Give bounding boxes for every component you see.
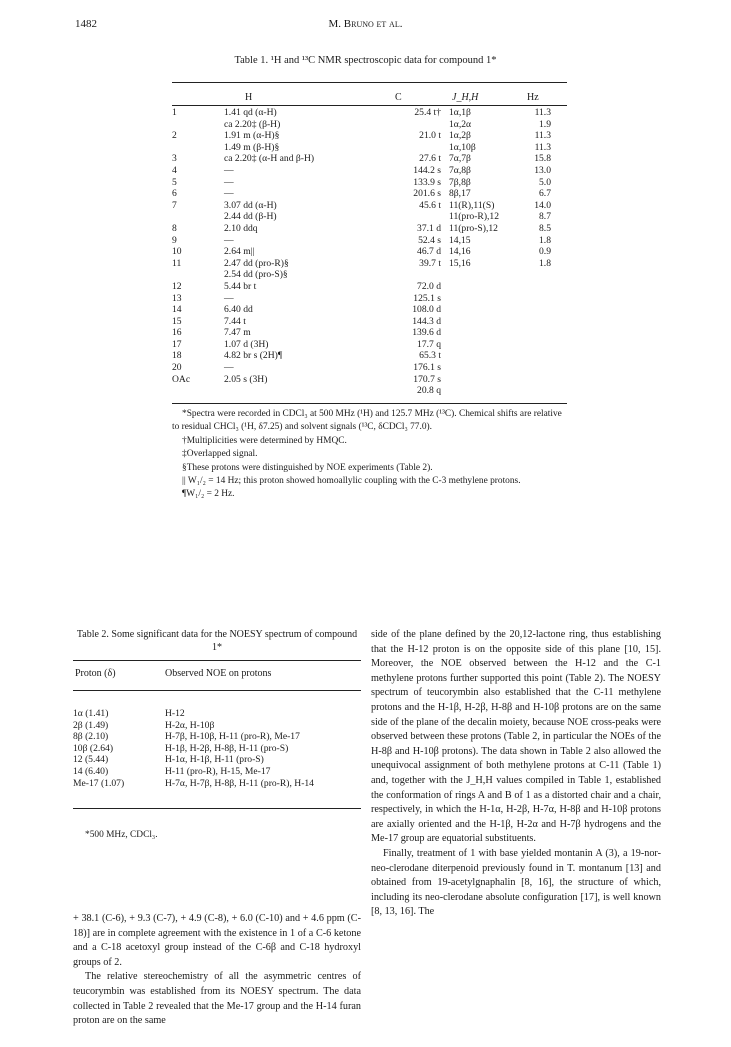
table1-cell: 14.0 — [534, 199, 551, 211]
table2-row — [73, 766, 361, 778]
table1 — [172, 107, 557, 397]
table1-cell — [441, 362, 523, 374]
table1-cell — [441, 385, 523, 397]
table1-cell — [441, 327, 523, 339]
table1-cell: — — [224, 234, 234, 246]
table1-cell: 65.3 t — [419, 350, 441, 362]
table1-row — [172, 327, 557, 339]
table2-cell: 8β (2.10) — [73, 731, 109, 743]
table1-row — [172, 177, 557, 189]
table1-cell: 72.0 d — [417, 280, 441, 292]
table1-row — [172, 374, 557, 386]
table1-footnote: ¶W₁/₂ = 2 Hz. — [182, 489, 235, 500]
left-paragraph: The relative stereochemistry of all the asymmetric centres of teucorymbin was established from its NOESY spectrum. The data collected in Table 2 revealed that the Me-17 group and the H-14 furan proton are on the same — [73, 971, 361, 1027]
table1-footnote: || W₁/₂ = 14 Hz; this proton showed homoallylic coupling with the C-3 methylene protons. — [182, 476, 521, 487]
table1-cell: 15.8 — [534, 153, 551, 165]
table1-cell: 2.44 dd (β-H) — [224, 211, 277, 223]
table1-cell: 9 — [172, 234, 177, 246]
table1-cell — [523, 293, 557, 305]
table1-cell: 20.8 q — [417, 385, 441, 397]
table1-row — [172, 130, 557, 142]
table1-footnote: †Multiplicities were determined by HMQC. — [182, 435, 347, 446]
table1-header-c: C — [395, 92, 402, 103]
right-paragraph: side of the plane defined by the 20,12-lactone ring, thus establishing that the H-12 proton is on the opposite side of this plane [10, 15]. Moreover, the NOE observed between the H-12 and the C-1 methylene protons further supported this point (Table 2). The NOESY spectrum of teucorymbin also established that the C-11 methylene protons and the H-1β, H-2β, H-8β and H-10β protons are on the same side of the plane of the decalin moiety, because NOE cross-peaks were observed between these protons (Table 2, in particular the NOEs of the H-8β and H-10β protons). The data shown in Table 2 also allowed the unequivocal assignment of both methylene protons at C-11 (Table 1) and, together with the J_H,H values compiled in Table 1, established the conformation of rings A and B of 1 as a distorted chair and a chair, respectively, in which the H-1α, H-2β, H-7α, H-8β and H-10β protons are axially oriented and the H-1β, H-2α and H-7β hydrogens and the Me-17 group are equatorial substituents. — [371, 629, 661, 845]
table1-row — [172, 142, 557, 154]
left-body-text — [73, 912, 361, 1029]
table1-row — [172, 339, 557, 351]
table1-cell: 1.07 d (3H) — [224, 338, 269, 350]
left-paragraph: + 38.1 (C-6), + 9.3 (C-7), + 4.9 (C-8), + 6.0 (C-10) and + 4.6 ppm (C-18)] are in complete agreement with the existence in 1 of a C-6 ketone and a C-18 acetoxyl group instead of the C-6β and C-18 hydroxyl groups of 2. — [73, 913, 361, 968]
table2-row — [73, 778, 361, 790]
table1-cell — [523, 304, 557, 316]
table1-cell: 8 — [172, 222, 177, 234]
table1-cell — [523, 281, 557, 293]
table1-row — [172, 362, 557, 374]
table1-cell: 3 — [172, 153, 177, 165]
right-paragraph: Finally, treatment of 1 with base yielded montanin A (3), a 19-nor-neo-clerodane diterpenoid previously found in T. montanum [13] and obtained from 19-acetylgnaphalin [8, 16], the structure of which, including its neo-clerodane absolute configuration [17], is well known [8, 13, 16]. The — [371, 847, 661, 918]
table1-cell: 1.91 m (α-H)§ — [224, 130, 280, 142]
table2-cell: H-7β, H-10β, H-11 (pro-R), Me-17 — [165, 731, 300, 743]
table1-cell — [523, 350, 557, 362]
table1-cell: 1α,10β — [449, 141, 476, 153]
table2-header-proton: Proton (δ) — [75, 668, 116, 679]
table1-cell: 8.5 — [539, 222, 551, 234]
table1-cell — [441, 374, 523, 386]
table1-cell: 7.44 t — [224, 315, 246, 327]
table1-row — [172, 153, 557, 165]
table1-cell: 7.47 m — [224, 327, 251, 339]
table1-cell: 1.8 — [539, 257, 551, 269]
table2-row — [73, 720, 361, 732]
table1-cell: 13.0 — [534, 164, 551, 176]
table1-row — [172, 246, 557, 258]
table1-cell: 1.8 — [539, 234, 551, 246]
table2-cell: 2β (1.49) — [73, 719, 109, 731]
table1-footnote: §These protons were distinguished by NOE experiments (Table 2). — [182, 462, 433, 473]
table1-cell: OAc — [172, 373, 191, 385]
table1-cell: 2.54 dd (pro-S)§ — [224, 269, 288, 281]
table2-footnote: *500 MHz, CDCl₃. — [85, 830, 158, 840]
table1-cell: 11.3 — [534, 141, 551, 153]
table2-bottom-rule — [73, 808, 361, 809]
table1-cell: 2.10 ddq — [224, 222, 258, 234]
table1-cell: 11 — [172, 257, 182, 269]
table1-cell: 1.41 qd (α-H) — [224, 107, 277, 118]
table1-cell: 37.1 d — [417, 222, 441, 234]
table1-top-rule — [172, 82, 567, 83]
table1-cell: 15 — [172, 315, 182, 327]
table1-cell: 12 — [172, 280, 182, 292]
table1-cell: 11(pro-S),12 — [449, 222, 498, 234]
table1-cell — [523, 316, 557, 328]
table1-cell: 139.6 d — [412, 327, 441, 339]
table1-cell: 39.7 t — [419, 257, 441, 269]
table1-cell: 21.0 t — [419, 130, 441, 142]
table1-cell: — — [224, 292, 234, 304]
table1-cell: 17.7 q — [417, 338, 441, 350]
table1-cell: 14 — [172, 304, 182, 316]
table1-cell: 14,16 — [449, 246, 471, 258]
table1-row — [172, 316, 557, 328]
table1-cell — [224, 385, 364, 397]
table1-cell: 1α,1β — [449, 107, 471, 118]
table2-row — [73, 754, 361, 766]
table1-cell: 108.0 d — [412, 304, 441, 316]
table1-cell — [441, 304, 523, 316]
table1-cell — [364, 269, 441, 281]
table1-cell — [441, 269, 523, 281]
table1-cell: 7 — [172, 199, 177, 211]
table1-cell — [441, 293, 523, 305]
table1-cell — [364, 211, 441, 223]
table1-cell: 4 — [172, 164, 177, 176]
table1-row — [172, 293, 557, 305]
table1-cell — [441, 339, 523, 351]
table1-bottom-rule — [172, 403, 567, 404]
table1-row — [172, 165, 557, 177]
table1-cell: 13 — [172, 292, 182, 304]
table2-header-rule — [73, 690, 361, 691]
table1-cell: 5.0 — [539, 176, 551, 188]
table1-cell — [172, 269, 224, 281]
table1-cell: 15,16 — [449, 257, 471, 269]
table1-row — [172, 304, 557, 316]
table1-row — [172, 385, 557, 397]
table1-row — [172, 350, 557, 362]
table1-cell: 6.40 dd — [224, 304, 253, 316]
table1-footnote: ‡Overlapped signal. — [182, 449, 258, 460]
table1-cell: 10 — [172, 246, 182, 258]
table1-cell: 201.6 s — [413, 188, 441, 200]
table2-caption: Table 2. Some significant data for the NOESY spectrum of compound 1* — [76, 629, 358, 653]
table1-cell — [523, 327, 557, 339]
table1-cell: ca 2.20‡ (α-H and β-H) — [224, 153, 315, 165]
table1-row — [172, 258, 557, 270]
table1-cell: 2 — [172, 130, 177, 142]
table1-cell: 1.49 m (β-H)§ — [224, 141, 280, 153]
table1-cell: 144.3 d — [412, 315, 441, 327]
table1-cell: 6 — [172, 188, 177, 200]
table1-cell: 6.7 — [539, 188, 551, 200]
table1-cell — [523, 374, 557, 386]
table1-cell: 144.2 s — [413, 164, 441, 176]
table1-cell — [523, 385, 557, 397]
table1-cell: 11.3 — [534, 130, 551, 142]
table1-row — [172, 269, 557, 281]
table1-cell: 52.4 s — [418, 234, 441, 246]
table2-cell: Me-17 (1.07) — [73, 777, 125, 789]
table1-cell: 8β,17 — [449, 188, 471, 200]
table2-cell: H-1β, H-2β, H-8β, H-11 (pro-S) — [165, 742, 289, 754]
table2-cell: 1α (1.41) — [73, 708, 109, 719]
table1-cell — [523, 269, 557, 281]
table2-cell: 10β (2.64) — [73, 742, 114, 754]
table1-header-rule — [172, 105, 567, 106]
table1-cell — [523, 339, 557, 351]
table1-cell: 8.7 — [539, 211, 551, 223]
table1-cell: 2.05 s (3H) — [224, 373, 268, 385]
table1-cell — [364, 119, 441, 131]
table1-row — [172, 211, 557, 223]
table1-cell: 11.3 — [534, 107, 551, 118]
table1-cell: 45.6 t — [419, 199, 441, 211]
table1-cell: 27.6 t — [419, 153, 441, 165]
table1-cell: 1α,2α — [449, 118, 472, 130]
table1-row — [172, 223, 557, 235]
table1-cell: 18 — [172, 350, 182, 362]
table1-cell: ca 2.20‡ (β-H) — [224, 118, 281, 130]
table1-caption: Table 1. ¹H and ¹³C NMR spectroscopic data for compound 1* — [234, 55, 497, 66]
table1-cell: 17 — [172, 338, 182, 350]
table1-cell: 25.4 t† — [414, 107, 441, 118]
table2-cell: H-1α, H-1β, H-11 (pro-S) — [165, 754, 264, 766]
table1-cell: 7β,8β — [449, 176, 471, 188]
running-head: M. Bruno et al. — [328, 18, 403, 30]
table1-cell: 133.9 s — [413, 176, 441, 188]
page-number: 1482 — [75, 18, 97, 30]
table2-row — [73, 743, 361, 755]
table1-row — [172, 281, 557, 293]
table1-cell: 0.9 — [539, 246, 551, 258]
table2-cell: H-2α, H-10β — [165, 719, 215, 731]
table1-footnote: *Spectra were recorded in CDCl₃ at 500 MHz (¹H) and 125.7 MHz (¹³C). Chemical shifts are relative to residual CHCl₃ (¹H, δ7.25) and solvent signals (¹³C, δCDCl₃ 77.0). — [172, 409, 562, 433]
table1-cell: 5 — [172, 176, 177, 188]
table1-cell: — — [224, 188, 234, 200]
table2 — [73, 708, 361, 789]
table1-cell: — — [224, 362, 234, 374]
table1-cell: 16 — [172, 327, 182, 339]
table1-cell — [441, 281, 523, 293]
table1-cell: — — [224, 164, 234, 176]
table1-cell — [364, 142, 441, 154]
table1-row — [172, 235, 557, 247]
table2-cell: 14 (6.40) — [73, 765, 109, 777]
table1-cell — [172, 119, 224, 131]
table1-cell — [172, 142, 224, 154]
table2-header-noe: Observed NOE on protons — [165, 668, 272, 679]
table1-cell: 14,15 — [449, 234, 471, 246]
table1-row — [172, 107, 557, 119]
table1-cell: 20 — [172, 362, 182, 374]
table1-cell — [441, 316, 523, 328]
table1-cell — [172, 385, 224, 397]
table1-cell: 4.82 br s (2H)¶ — [224, 350, 283, 362]
table1-cell: 1 — [172, 107, 177, 118]
table1-cell: 1.9 — [539, 118, 551, 130]
table1-cell: 176.1 s — [413, 362, 441, 374]
table1-cell: 125.1 s — [413, 292, 441, 304]
table1-cell: 7α,7β — [449, 153, 471, 165]
table1-cell: 170.7 s — [413, 373, 441, 385]
table1-header-hz: Hz — [527, 92, 539, 103]
table1-row — [172, 200, 557, 212]
table1-footnotes — [172, 408, 562, 502]
table2-top-rule — [73, 660, 361, 661]
table1-header-h: H — [245, 92, 253, 103]
table1-cell: 46.7 d — [417, 246, 441, 258]
table1-cell: 7α,8β — [449, 164, 471, 176]
table1-cell: 2.47 dd (pro-R)§ — [224, 257, 289, 269]
table2-cell: 12 (5.44) — [73, 754, 109, 766]
table2-cell: H-11 (pro-R), H-15, Me-17 — [165, 765, 271, 777]
table1-cell: 1α,2β — [449, 130, 471, 142]
table2-cell: H-12 — [165, 708, 185, 719]
table1-cell — [441, 350, 523, 362]
table1-row — [172, 188, 557, 200]
table2-cell: H-7α, H-7β, H-8β, H-11 (pro-R), H-14 — [165, 777, 314, 789]
right-body-text — [371, 628, 661, 920]
table1-cell: 5.44 br t — [224, 280, 257, 292]
table1-cell: 11(R),11(S) — [449, 199, 495, 211]
table1-header-j: J_H,H — [452, 92, 479, 103]
table1-cell: 11(pro-R),12 — [449, 211, 500, 223]
table1-cell: 3.07 dd (α-H) — [224, 199, 277, 211]
table1-cell — [172, 211, 224, 223]
table1-row — [172, 119, 557, 131]
table1-cell: 2.64 m|| — [224, 246, 255, 258]
table1-cell — [523, 362, 557, 374]
table2-row — [73, 731, 361, 743]
table1-cell: — — [224, 176, 234, 188]
table2-row — [73, 708, 361, 720]
